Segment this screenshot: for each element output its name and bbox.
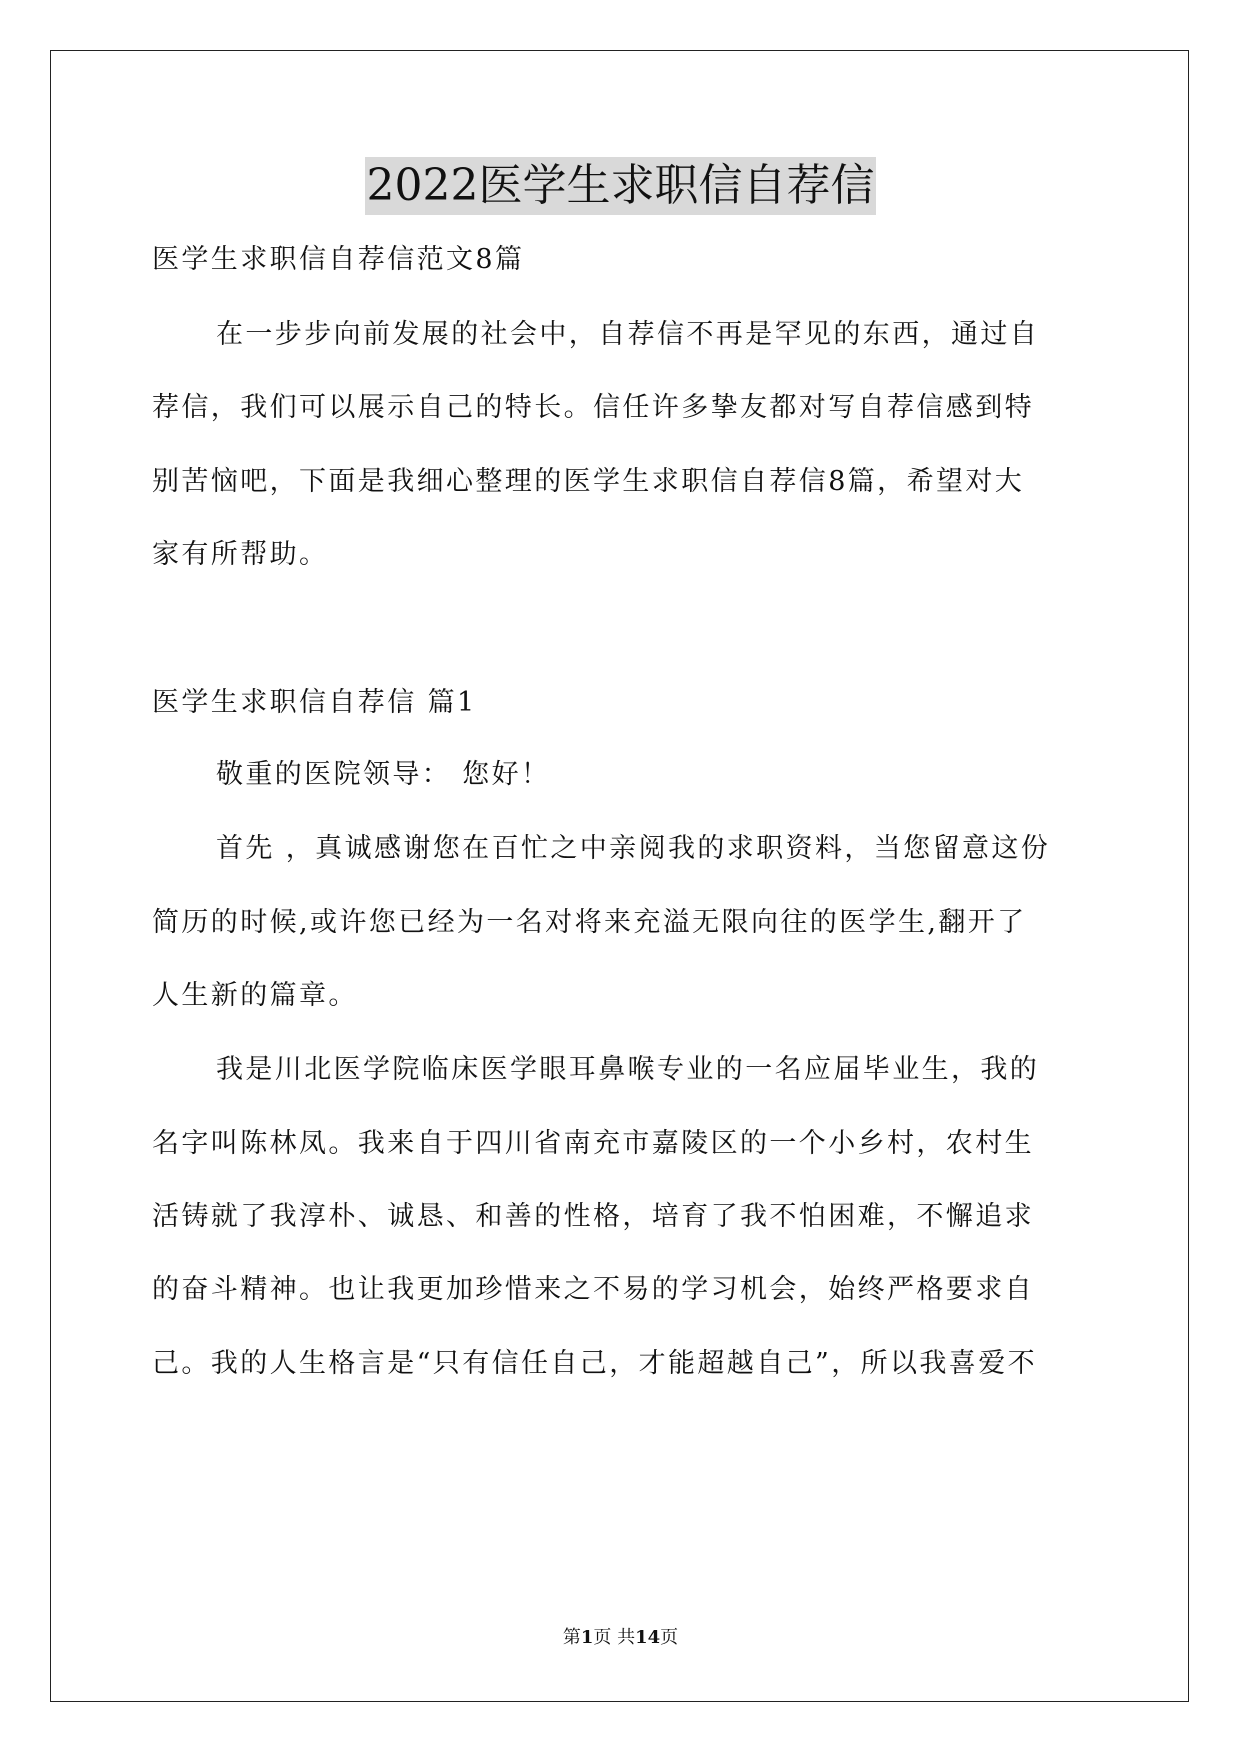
paragraph-line: 活铸就了我淳朴、诚恳、和善的性格，培育了我不怕困难，不懈追求 <box>152 1201 1034 1232</box>
paragraph-line: 我是川北医学院临床医学眼耳鼻喉专业的一名应届毕业生，我的 <box>216 1054 1040 1085</box>
page-mid: 页 共 <box>593 1627 636 1648</box>
current-page-number: 1 <box>580 1627 594 1648</box>
document-title: 2022医学生求职信自荐信 <box>365 157 877 215</box>
page-footer <box>0 1626 1241 1650</box>
paragraph-line: 首先 ，真诚感谢您在百忙之中亲阅我的求职资料，当您留意这份 <box>216 833 1051 864</box>
intro-line: 在一步步向前发展的社会中，自荐信不再是罕见的东西，通过自 <box>216 319 1040 350</box>
intro-line: 荐信，我们可以展示自己的特长。信任许多挚友都对写自荐信感到特 <box>152 392 1034 423</box>
page-prefix: 第 <box>562 1627 581 1648</box>
section-heading: 医学生求职信自荐信 篇1 <box>152 687 477 718</box>
total-page-count: 14 <box>635 1627 661 1648</box>
paragraph-line: 名字叫陈林凤。我来自于四川省南充市嘉陵区的一个小乡村，农村生 <box>152 1128 1034 1159</box>
paragraph-line: 人生新的篇章。 <box>152 980 358 1011</box>
paragraph-line: 的奋斗精神。也让我更加珍惜来之不易的学习机会，始终严格要求自 <box>152 1274 1034 1305</box>
intro-line: 家有所帮助。 <box>152 539 329 570</box>
title-container <box>0 157 1241 215</box>
paragraph-line: 简历的时候,或许您已经为一名对将来充溢无限向往的医学生,翻开了 <box>152 907 1027 938</box>
page-suffix: 页 <box>660 1627 679 1648</box>
salutation: 敬重的医院领导： 您好！ <box>216 759 551 790</box>
document-subtitle: 医学生求职信自荐信范文8篇 <box>152 244 525 275</box>
paragraph-line: 己。我的人生格言是“只有信任自己，才能超越自己”，所以我喜爱不 <box>152 1348 1038 1379</box>
intro-line: 别苦恼吧，下面是我细心整理的医学生求职信自荐信8篇，希望对大 <box>152 466 1025 497</box>
page-border <box>50 50 1189 1702</box>
